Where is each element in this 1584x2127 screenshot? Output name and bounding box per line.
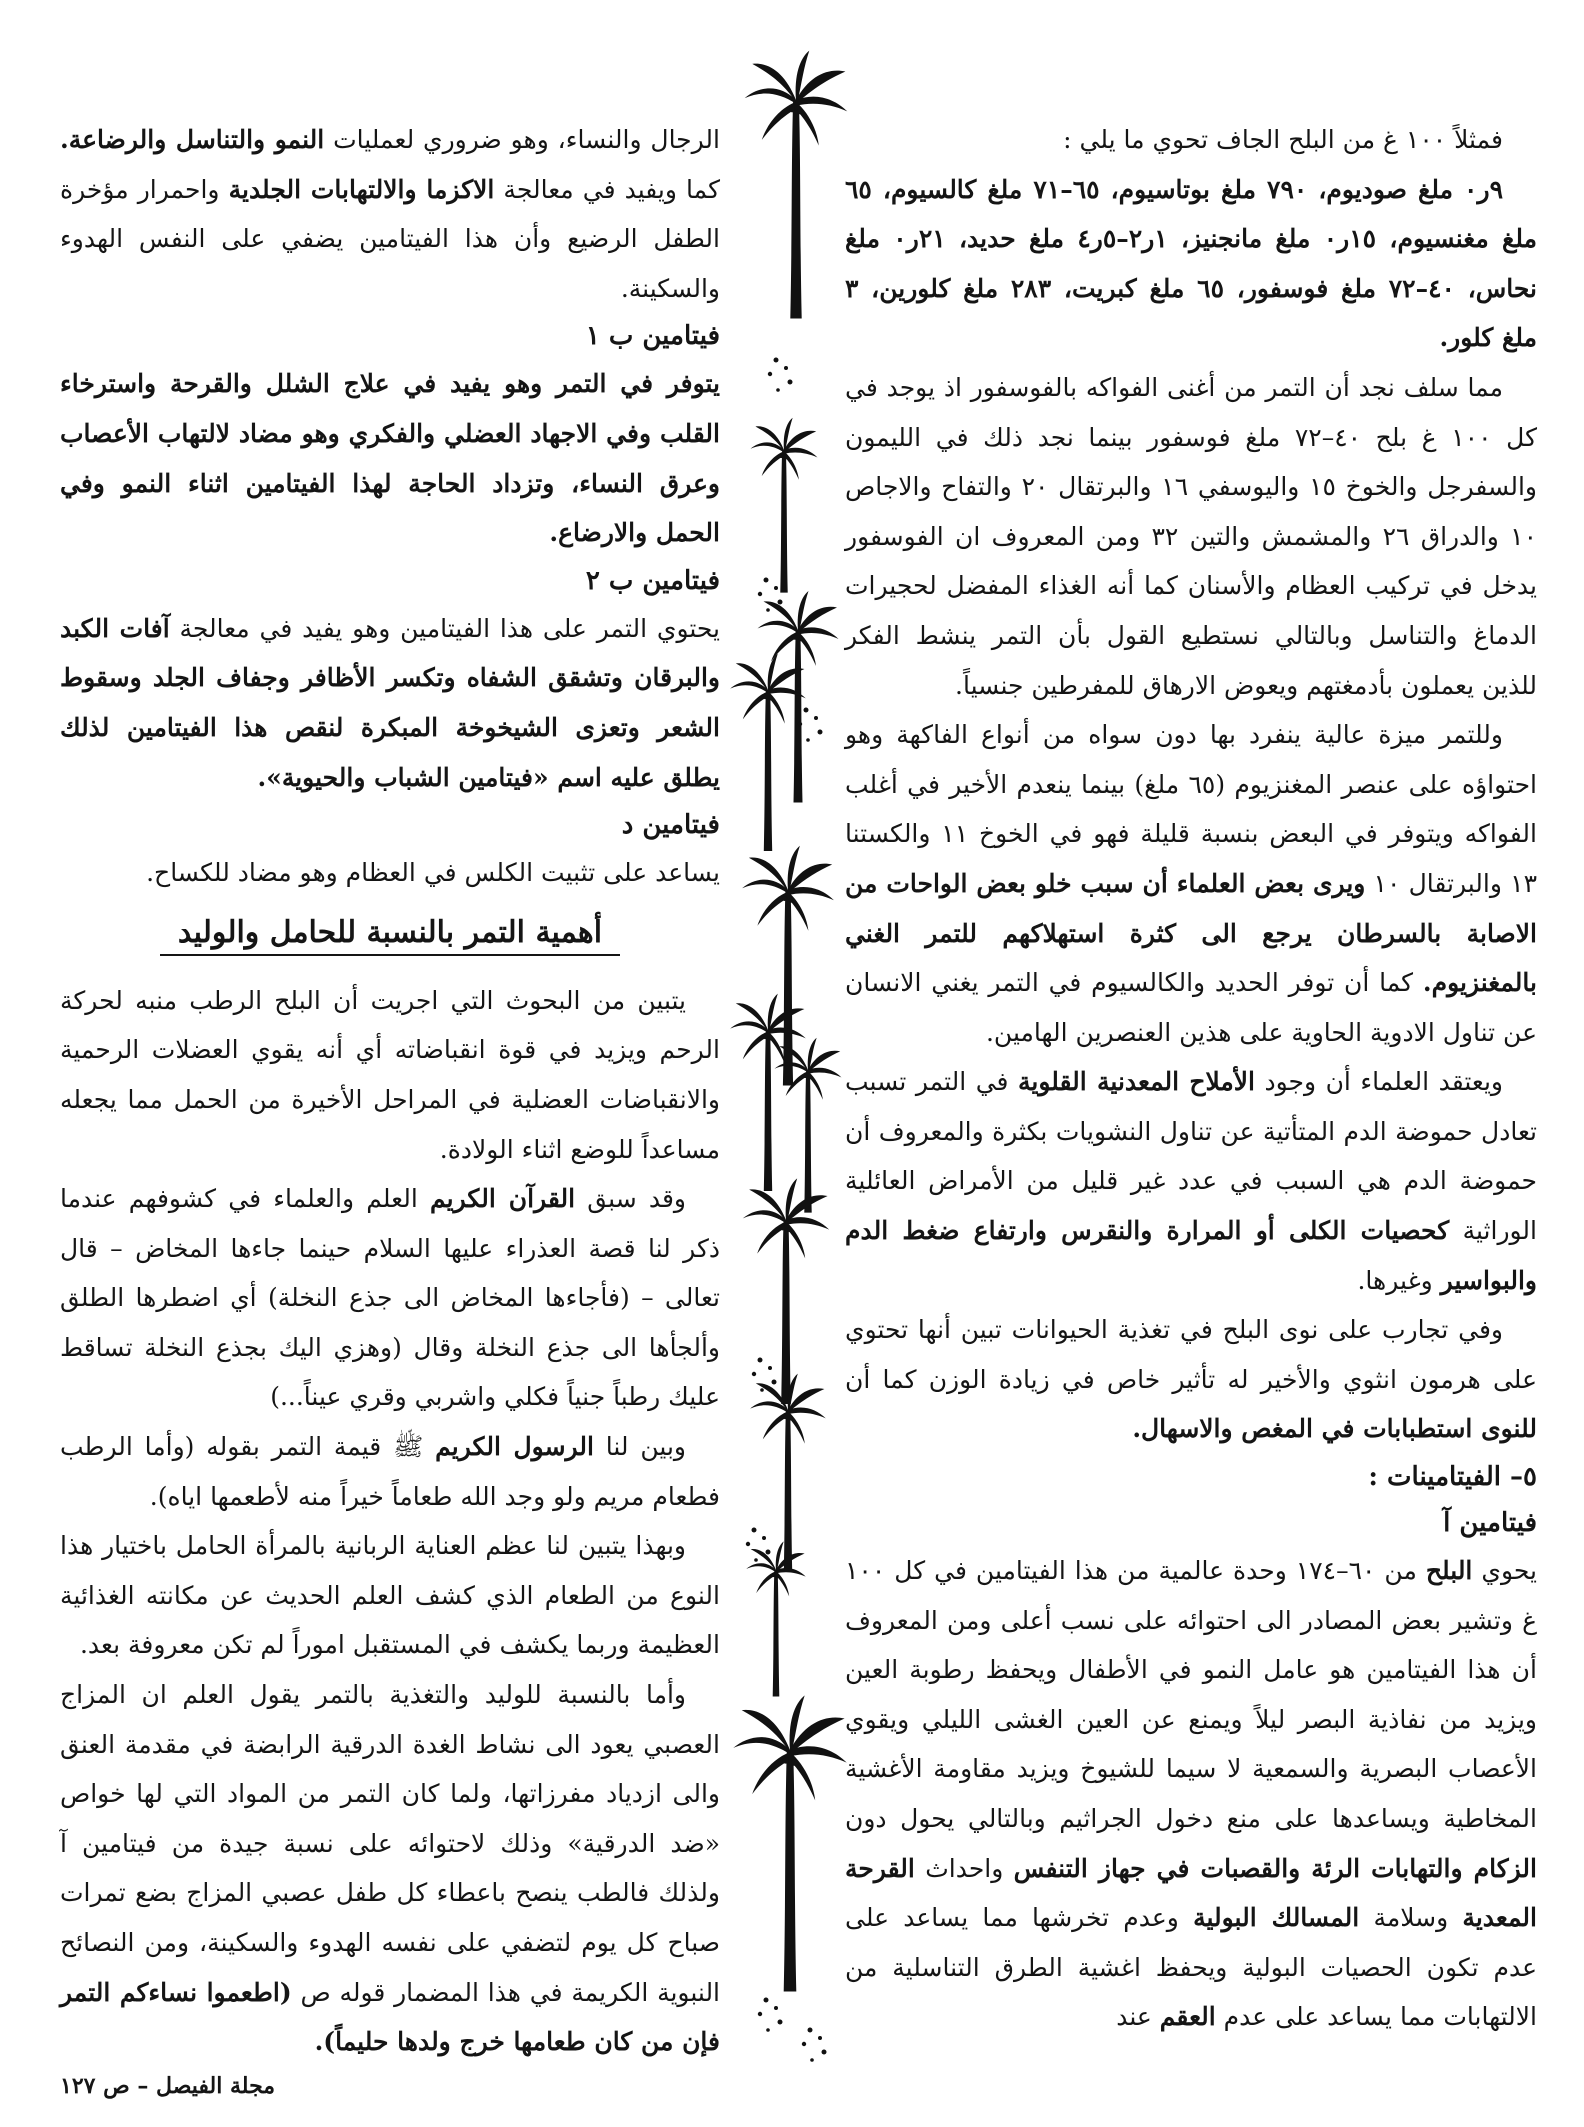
palm-tree-8	[743, 1178, 829, 1404]
paragraph: يحوي البلح من ٦٠–١٧٤ وحدة عالمية من هذا الفيتامين في كل ١٠٠ غ وتشير بعض المصادر الى احتوائه على نسب أعلى ومن المعروف أن هذا الفيتامين هو عامل النمو في الأطفال ويحفظ رطوبة العين ويزيد من نفاذية البصر ليلاً ويمنع عن العين الغشى الليلي ويقوي الأعصاب البصرية والسمعية لا سيما للشيوخ ويزيد مقاومة الأغشية المخاطية ويساعدها على منع دخول الجراثيم وبالتالي يحول دون الزكام والتهابات الرئة والقصبات في جهاز التنفس واحداث القرحة المعدية وسلامة المسالك البولية وعدم تخرشها مما يساعد على عدم تكون الحصيات البولية ويحفظ اغشية الطرق التناسلية من الالتهابات مما يساعد على عدم العقم عند	[845, 1556, 1537, 2032]
paragraph: يحتوي التمر على هذا الفيتامين وهو يفيد في معالجة آفات الكبد والبرقان وتشقق الشفاه وتكسر الأظافر وجفاف الجلد وسقوط الشعر وتعزى الشيخوخة المبكرة لنقص هذا الفيتامين لذلك يطلق عليه اسم «فيتامين الشباب والحيوية».	[60, 613, 721, 792]
page-footer: مجلة الفيصل – ص ١٢٧	[60, 2073, 276, 2099]
right-text-column	[845, 115, 1537, 2070]
palm-tree-9	[750, 1374, 826, 1571]
paragraph-mineral-list: ٩ر٠ ملغ صوديوم، ٧٩٠ ملغ بوتاسيوم، ٦٥–٧١ ملغ كالسيوم، ٦٥ ملغ مغنسيوم، ١٥ر٠ ملغ مانجنيز، ١ر٢–٥ر٤ ملغ حديد، ٢١ر٠ ملغ نحاس، ٤٠–٧٢ ملغ فوسفور، ٦٥ ملغ كبريت، ٢٨٣ ملغ كلورين، ٣ ملغ كلور.	[845, 174, 1538, 353]
paragraph: فمثلاً ١٠٠ غ من البلح الجاف تحوي ما يلي :	[1063, 125, 1503, 154]
paragraph: وأما بالنسبة للوليد والتغذية بالتمر يقول العلم ان المزاج العصبي يعود الى نشاط الغدة الدرقية الرابضة في مقدمة العنق والى ازدياد مفرزاتها، ولما كان التمر من المواد التي لها خواص «ضد الدرقية» وذلك لاحتوائه على نسبة جيدة من فيتامين آ ولذلك فالطب ينصح باعطاء كل طفل عصبي المزاج بضع تمرات صباح كل يوم لتضفي على نفسه الهدوء والسكينة، ومن النصائح النبوية الكريمة في هذا المضمار قوله ص (اطعموا نساءكم التمر فإن من كان طعامها خرج ولدها حليماً).	[60, 1680, 721, 2057]
section-title: أهمية التمر بالنسبة للحامل والوليد	[60, 908, 720, 958]
palm-tree-1	[745, 51, 848, 319]
paragraph: وقد سبق القرآن الكريم العلم والعلماء في كشوفهم عندما ذكر لنا قصة العذراء عليها السلام حينما جاءها المخاض – قال تعالى – (فأجاءها المخاض الى جذع النخلة) أي اضطرها الطلق وألجأها الى جذع النخلة وقال (وهزي اليك بجذع النخلة تساقط عليك رطباً جنياً فكلي واشربي وقري عيناً...)	[60, 1184, 720, 1412]
paragraph: ويعتقد العلماء أن وجود الأملاح المعدنية القلوية في التمر تسبب تعادل حموضة الدم المتأتية عن تناول النشويات بكثرة والمعروف أن حموضة الدم هي السبب في عدد غير قليل من الأمراض العائلية الوراثية كحصيات الكلى أو المرارة والنقرس وارتفاع ضغط الدم والبواسير وغيرها.	[845, 1067, 1537, 1295]
heading-vitamin-b2: فيتامين ب ٢	[585, 565, 720, 596]
heading-vitamin-a: فيتامين آ	[1443, 1508, 1537, 1539]
paragraph: مما سلف نجد أن التمر من أغنى الفواكه بالفوسفور اذ يوجد في كل ١٠٠ غ بلح ٤٠–٧٢ ملغ فوسفور بينما نجد ذلك في الليمون والسفرجل والخوخ ١٥ واليوسفي ١٦ والبرتقال ٢٠ والتفاح والاجاص ١٠ والدراق ٢٦ والمشمش والتين ٣٢ ومن المعروف ان الفوسفور يدخل في تركيب العظام والأسنان كما أنه الغذاء المفضل لحجيرات الدماغ والتناسل وبالتالي نستطيع القول بأن التمر ينشط الفكر للذين يعملون بأدمغتهم ويعوض الارهاق للمفرطين جنسياً.	[845, 372, 1538, 700]
palm-tree-6	[730, 994, 806, 1191]
palm-tree-2	[751, 418, 818, 593]
left-text-column	[60, 115, 721, 2057]
paragraph: وبين لنا الرسول الكريم ﷺ قيمة التمر بقوله (وأما الرطب فطعام مريم ولو وجد الله طعاماً خيراً منه لأطعمها اياه).	[60, 1432, 720, 1511]
heading-vitamin-d: فيتامين د	[621, 810, 720, 841]
paragraph: يتوفر في التمر وهو يفيد في علاج الشلل والقرحة واسترخاء القلب وفي الاجهاد العضلي والفكري وهو مضاد لالتهاب الأعصاب وعرق النساء، وتزداد الحاجة لهذا الفيتامين اثناء النمو وفي الحمل والارضاع.	[60, 369, 720, 548]
heading-vitamin-b1: فيتامين ب ١	[585, 321, 720, 352]
paragraph: الرجال والنساء، وهو ضروري لعمليات النمو والتناسل والرضاعة. كما ويفيد في معالجة الاكزما والالتهابات الجلدية واحمرار مؤخرة الطفل الرضيع وأن هذا الفيتامين يضفي على النفس الهدوء والسكينة.	[60, 125, 721, 303]
palm-tree-10	[746, 1541, 805, 1696]
paragraph: يساعد على تثبيت الكلس في العظام وهو مضاد للكساح.	[146, 858, 720, 888]
palm-tree-illustrations	[728, 70, 848, 2080]
heading-vitamins: ٥– الفيتامينات :	[1368, 1462, 1537, 1493]
palm-tree-11	[733, 1695, 846, 1991]
palm-tree-7	[775, 1038, 842, 1213]
paragraph: وبهذا يتبين لنا عظم العناية الربانية بالمرأة الحامل باختيار هذا النوع من الطعام الذي كشف العلم الحديث عن مكانته الغذائية العظيمة وربما يكشف في المستقبل اموراً لم تكن معروفة بعد.	[60, 1531, 720, 1660]
paragraph: وللتمر ميزة عالية ينفرد بها دون سواه من أنواع الفاكهة وهو احتواؤه على عنصر المغنزيوم (٦٥ ملغ) بينما ينعدم الأخير في أغلب الفواكه ويتوفر في البعض بنسبة قليلة فهو في الخوخ ١١ والكستنا ١٣ والبرتقال ١٠ ويرى بعض العلماء أن سبب خلو بعض الواحات من الاصابة بالسرطان يرجع الى كثرة استهلاكهم للتمر الغني بالمغنزيوم. كما أن توفر الحديد والكالسيوم في التمر يغني الانسان عن تناول الادوية الحاوية على هذين العنصرين الهامين.	[845, 720, 1537, 1047]
paragraph: وفي تجارب على نوى البلح في تغذية الحيوانات تبين أنها تحتوي على هرمون انثوي والأخير له تأثير خاص في زيادة الوزن كما أن للنوى استطبابات في المغص والاسهال.	[845, 1315, 1537, 1444]
paragraph: يتبين من البحوث التي اجريت أن البلح الرطب منبه لحركة الرحم ويزيد في قوة انقباضاته أي أنه يقوي العضلات الرحمية والانقباضات العضلية في المراحل الأخيرة من الحمل مما يجعله مساعداً للوضع اثناء الولادة.	[60, 985, 720, 1164]
